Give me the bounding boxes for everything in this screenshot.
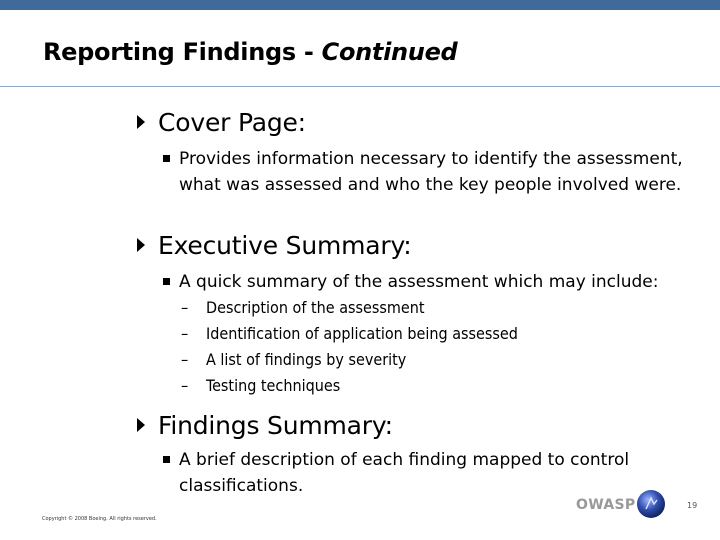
sub-bullet-text: Identification of application being assessed: [206, 324, 518, 343]
sub-bullet-text: Testing techniques: [206, 376, 341, 395]
section-heading-label: Findings Summary:: [158, 411, 393, 440]
dash-bullet: –: [181, 350, 189, 369]
dash-bullet: –: [181, 376, 189, 395]
triangle-right-icon: [137, 238, 145, 252]
owasp-wasp-logo-icon: [636, 489, 666, 519]
triangle-right-icon: [137, 418, 145, 432]
bullet-cover-page-description: [179, 146, 714, 198]
page-number: 19: [687, 501, 698, 510]
title-main: Reporting Findings -: [43, 38, 322, 66]
dash-bullet: –: [181, 324, 189, 343]
sub-bullet-findings-list: [181, 347, 407, 373]
square-bullet-icon: [163, 155, 170, 162]
section-heading-label: Cover Page:: [158, 108, 306, 137]
square-bullet-icon: [163, 278, 170, 285]
section-heading-findings-summary: [158, 411, 393, 440]
title-divider: [0, 86, 720, 87]
copyright-notice: Copyright © 2008 Boeing. All rights reserved.: [42, 516, 157, 522]
sub-bullet-identification: [181, 321, 518, 347]
sub-bullet-description: [181, 295, 425, 321]
triangle-right-icon: [137, 115, 145, 129]
bullet-findings-summary: [179, 447, 669, 499]
bullet-text: A brief description of each finding mapped to control classifications.: [179, 450, 630, 496]
sub-bullet-text: Description of the assessment: [206, 298, 425, 317]
sub-bullet-testing-techniques: [181, 373, 341, 399]
square-bullet-icon: [163, 456, 170, 463]
owasp-brand-text: OWASP: [576, 497, 636, 513]
sub-bullet-text: A list of findings by severity: [206, 350, 407, 369]
section-heading-executive-summary: [158, 231, 411, 260]
section-heading-label: Executive Summary:: [158, 231, 412, 260]
bullet-text: Provides information necessary to identify the assessment, what was assessed and who the key people involved were.: [179, 149, 683, 195]
bullet-executive-summary: [179, 269, 714, 295]
title-continued: Continued: [321, 38, 458, 66]
dash-bullet: –: [181, 298, 189, 317]
section-heading-cover-page: [158, 108, 306, 137]
slide-title: [43, 38, 457, 66]
bullet-text: A quick summary of the assessment which may include:: [179, 272, 659, 292]
top-accent-bar: [0, 0, 720, 10]
